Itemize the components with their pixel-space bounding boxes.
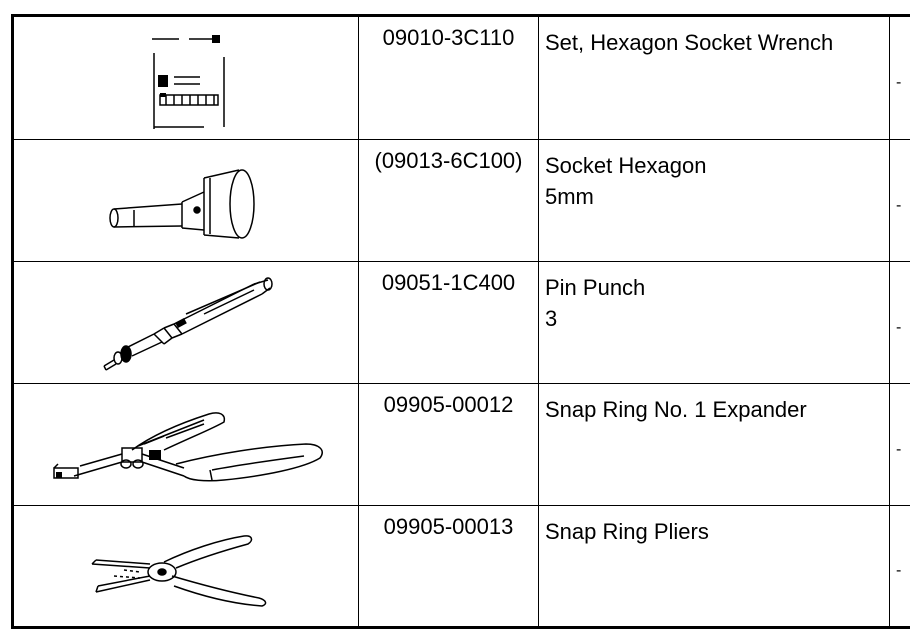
tool-name-cell [539, 506, 890, 628]
note-cell [890, 16, 910, 140]
note-cell [890, 384, 910, 506]
tool-name-cell [539, 140, 890, 262]
part-number-cell [359, 140, 539, 262]
part-number-cell [359, 506, 539, 628]
part-number: (09013-6C100) [374, 148, 523, 173]
part-number-cell [359, 384, 539, 506]
part-number: 09010-3C110 [382, 25, 515, 50]
tool-illustration-cell [13, 262, 359, 384]
note-mark: - [896, 318, 902, 336]
tool-illustration-cell [13, 384, 359, 506]
table-row [13, 16, 910, 140]
note-cell [890, 506, 910, 628]
table-row [13, 140, 910, 262]
pin-punch-illustration [14, 262, 358, 384]
part-number: 09905-00013 [383, 514, 514, 539]
tool-illustration-cell [13, 140, 359, 262]
special-tools-table [11, 14, 910, 629]
tool-illustration-cell [13, 16, 359, 140]
note-cell [890, 140, 910, 262]
table-row [13, 506, 910, 628]
note-mark: - [896, 74, 902, 91]
part-number-cell [359, 16, 539, 140]
tool-name-cell [539, 16, 890, 140]
snap-ring-pliers-illustration [14, 506, 358, 628]
tool-name: Snap Ring No. 1 Expander [545, 397, 807, 422]
note-mark: - [896, 562, 902, 579]
note-cell [890, 262, 910, 384]
tool-name-cell [539, 384, 890, 506]
table-row [13, 262, 910, 384]
part-number: 09905-00012 [383, 392, 514, 417]
hexagon-socket-illustration [14, 140, 358, 254]
part-number: 09051-1C400 [381, 270, 516, 295]
tool-illustration-cell [13, 506, 359, 628]
tool-name: Pin Punch [545, 275, 646, 300]
tool-size: 5mm [545, 184, 594, 209]
part-number-cell [359, 262, 539, 384]
socket-wrench-set-illustration [14, 17, 358, 141]
tool-name: Socket Hexagon [545, 153, 707, 178]
note-mark: - [896, 440, 902, 458]
snap-ring-expander-illustration [14, 384, 358, 506]
note-mark: - [896, 196, 902, 214]
tool-name-cell [539, 262, 890, 384]
tool-name: Snap Ring Pliers [545, 519, 709, 544]
table-row [13, 384, 910, 506]
tool-name: Set, Hexagon Socket Wrench [545, 30, 834, 55]
tool-size: 3 [545, 306, 558, 331]
